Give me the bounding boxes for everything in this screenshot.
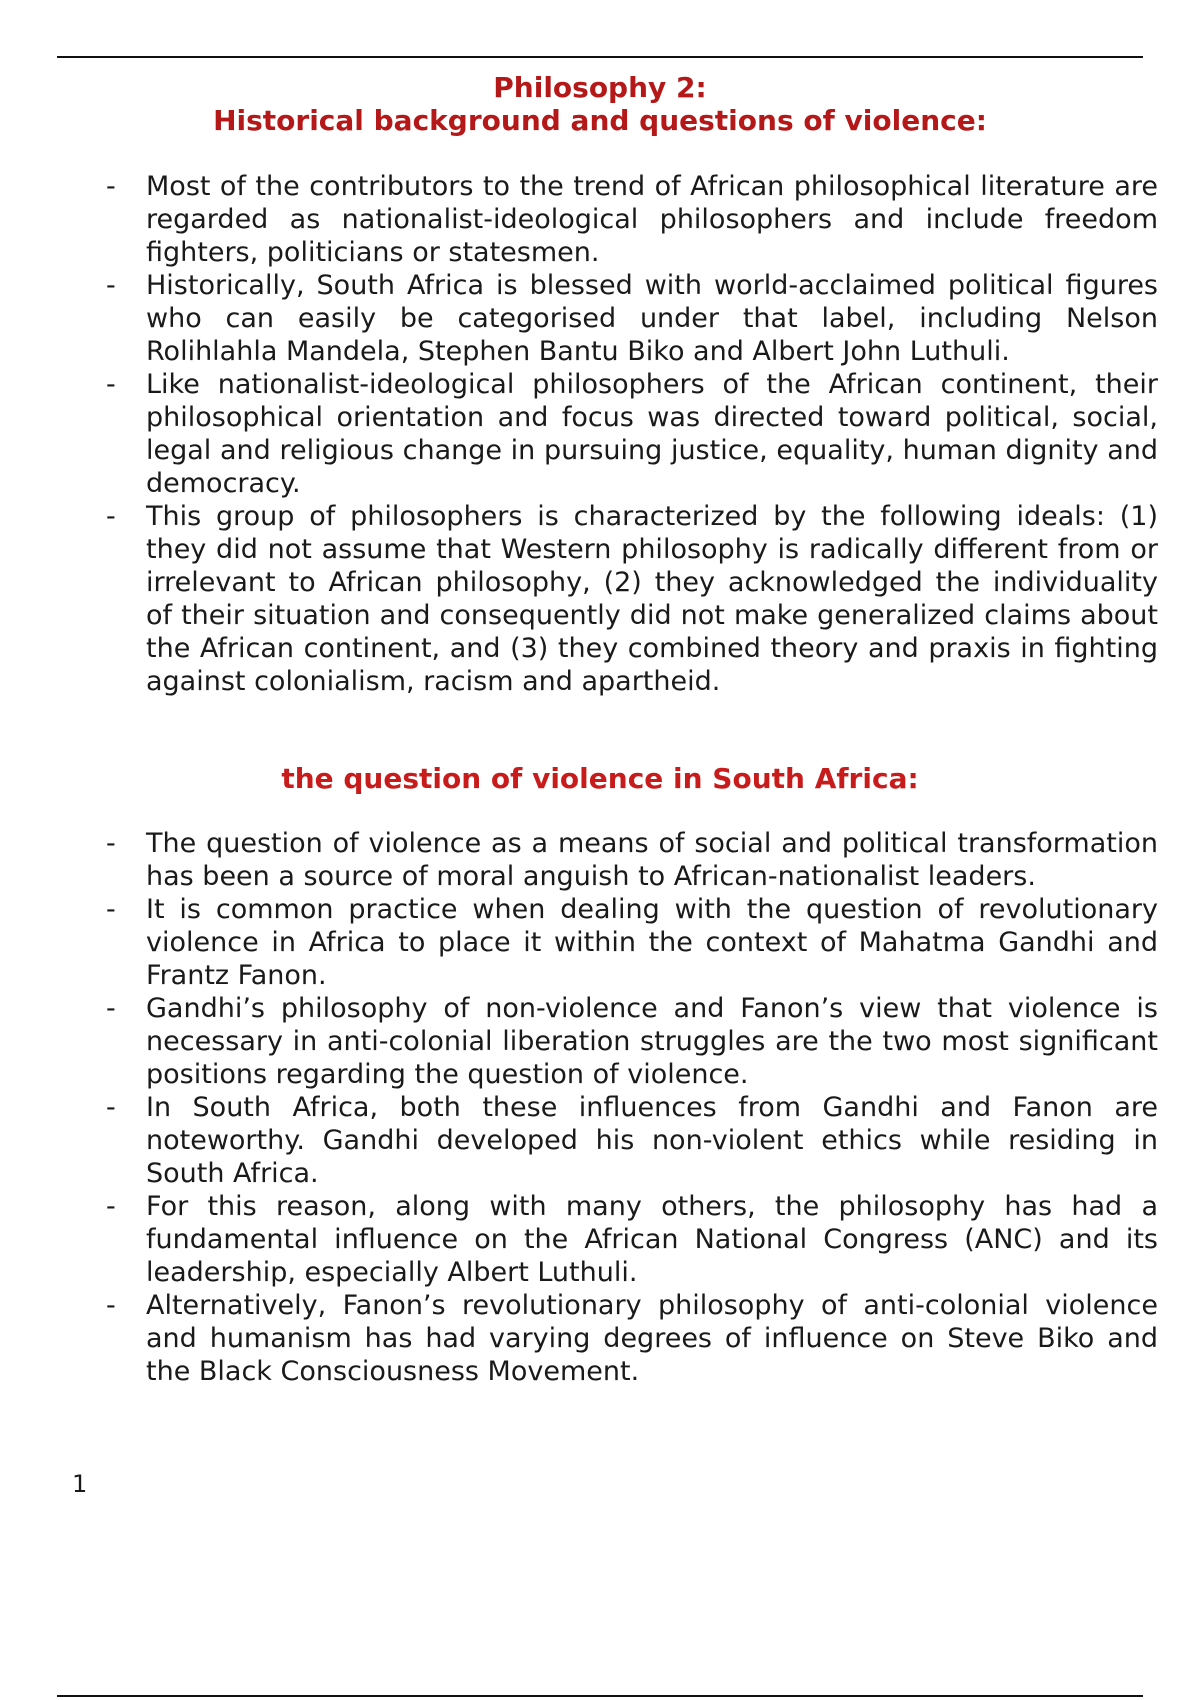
list-item-text: It is common practice when dealing with the question of revolutionary violence in Africa to place it within the context of Mahatma Gandhi and Frantz Fanon. — [146, 894, 1158, 991]
bullet-dash: - — [106, 1191, 116, 1222]
section-heading-violence: the question of violence in South Africa: — [281, 762, 919, 795]
document-title: Philosophy 2: — [493, 71, 707, 104]
list-item — [100, 368, 1158, 500]
bullet-dash: - — [106, 501, 116, 532]
list-item-text: Alternatively, Fanon’s revolutionary philosophy of anti-colonial violence and humanism has had varying degrees of influence on Steve Biko and the Black Consciousness Movement. — [146, 1290, 1158, 1387]
list-item — [100, 1289, 1158, 1388]
list-item — [100, 1190, 1158, 1289]
bullet-dash: - — [106, 369, 116, 400]
list-item — [100, 827, 1158, 893]
list-item-text: For this reason, along with many others, the philosophy has had a fundamental influence on the African National Congress (ANC) and its leadership, especially Albert Luthuli. — [146, 1191, 1158, 1288]
bullet-dash: - — [106, 993, 116, 1024]
page-number: 1 — [72, 1470, 88, 1498]
bullet-dash: - — [106, 171, 116, 202]
list-item-text: The question of violence as a means of social and political transformation has been a source of moral anguish to African-nationalist leaders. — [146, 828, 1158, 892]
list-item-text: Most of the contributors to the trend of African philosophical literature are regarded as nationalist-ideological philosophers and include freedom fighters, politicians or statesmen. — [146, 171, 1158, 268]
bullet-dash: - — [106, 1092, 116, 1123]
bullet-dash: - — [106, 270, 116, 301]
list-item — [100, 269, 1158, 368]
bullet-dash: - — [106, 1290, 116, 1321]
list-item — [100, 500, 1158, 698]
list-item — [100, 1091, 1158, 1190]
list-item — [100, 170, 1158, 269]
top-rule — [57, 56, 1143, 58]
list-item — [100, 992, 1158, 1091]
list-item-text: This group of philosophers is characterized by the following ideals: (1) they did not assume that Western philosophy is radically different from or irrelevant to African philosophy, (2) they acknowledged the individuality of their situation and consequently did not make generalized claims about the African continent, and (3) they combined theory and praxis in fighting against colonialism, racism and apartheid. — [146, 501, 1158, 697]
document-subtitle: Historical background and questions of violence: — [213, 104, 987, 137]
list-item-text: In South Africa, both these influences from Gandhi and Fanon are noteworthy. Gandhi developed his non-violent ethics while residing in South Africa. — [146, 1092, 1158, 1189]
list-item-text: Gandhi’s philosophy of non-violence and Fanon’s view that violence is necessary in anti-colonial liberation struggles are the two most significant positions regarding the question of violence. — [146, 993, 1158, 1090]
list-item-text: Like nationalist-ideological philosophers of the African continent, their philosophical orientation and focus was directed toward political, social, legal and religious change in pursuing justice, equality, human dignity and democracy. — [146, 369, 1158, 499]
bullet-dash: - — [106, 894, 116, 925]
list-item — [100, 893, 1158, 992]
bullet-list-violence — [100, 827, 1158, 1388]
bullet-list-background — [100, 170, 1158, 698]
bullet-dash: - — [106, 828, 116, 859]
list-item-text: Historically, South Africa is blessed with world-acclaimed political figures who can easily be categorised under that label, including Nelson Rolihlahla Mandela, Stephen Bantu Biko and Albert John Luthuli. — [146, 270, 1158, 367]
bottom-rule — [57, 1695, 1143, 1697]
